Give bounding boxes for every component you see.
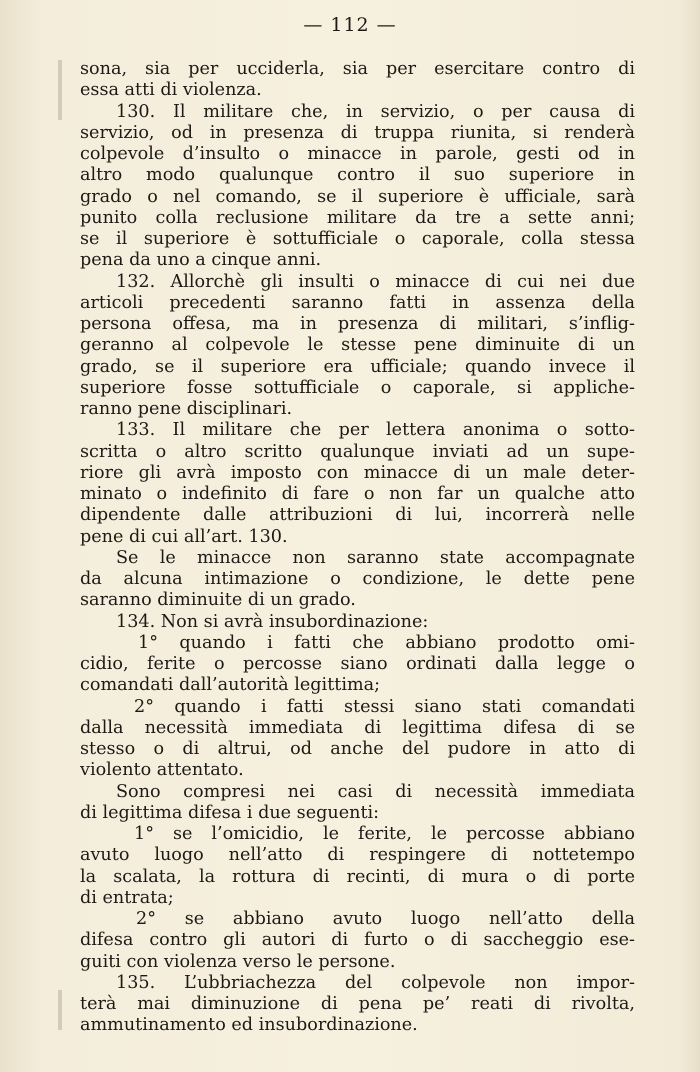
text-line: minato o indefinito di fare o non far un qualche atto bbox=[80, 484, 635, 504]
text-line: 2° se abbiano avuto luogo nell’atto della bbox=[136, 909, 635, 929]
text-line: servizio, od in presenza di truppa riunita, si renderà bbox=[80, 122, 635, 143]
text-line: di entrata; bbox=[80, 887, 174, 908]
text-line: 135. L’ubbriachezza del colpevole non impor- bbox=[116, 972, 635, 993]
text-line: di legittima difesa i due seguenti: bbox=[80, 802, 380, 823]
text-line: pena da uno a cinque anni. bbox=[80, 250, 322, 271]
text-line: Sono compresi nei casi di necessità immediata bbox=[116, 781, 635, 802]
text-line: altro modo qualunque contro il suo superiore in bbox=[80, 165, 635, 186]
text-line: colpevole d’insulto o minacce in parole, gesti od in bbox=[80, 144, 635, 164]
text-line: comandati dall’autorità legittima; bbox=[80, 675, 381, 696]
binding-shadow bbox=[58, 60, 62, 120]
text-line: violento attentato. bbox=[80, 760, 244, 781]
text-line: stesso o di altrui, od anche del pudore in atto di bbox=[80, 739, 635, 759]
text-line: terà mai diminuzione di pena pe’ reati di rivolta, bbox=[80, 994, 635, 1014]
text-line: 1° se l’omicidio, le ferite, le percosse abbiano bbox=[134, 824, 635, 844]
binding-shadow bbox=[58, 990, 62, 1030]
text-line: se il superiore è sottufficiale o caporale, colla stessa bbox=[80, 229, 635, 249]
text-line: cidio, ferite o percosse siano ordinati dalla legge o bbox=[80, 654, 635, 674]
text-line: persona offesa, ma in presenza di militari, s’inflig- bbox=[80, 314, 635, 334]
text-line: la scalata, la rottura di recinti, di mura o di porte bbox=[80, 866, 635, 887]
text-line: scritta o altro scritto qualunque inviati ad un supe- bbox=[80, 441, 635, 462]
text-line: saranno diminuite di un grado. bbox=[80, 590, 356, 611]
text-line: 133. Il militare che per lettera anonima o sotto- bbox=[116, 420, 635, 441]
text-line: pene di cui all’art. 130. bbox=[80, 526, 288, 547]
text-line: riore gli avrà imposto con minacce di un male deter- bbox=[80, 462, 635, 483]
text-line: difesa contro gli autori di furto o di saccheggio ese- bbox=[80, 930, 635, 951]
text-line: 2° quando i fatti stessi siano stati comandati bbox=[134, 696, 635, 717]
text-line: da alcuna intimazione o condizione, le dette pene bbox=[80, 569, 635, 589]
text-line: dalla necessità immediata di legittima difesa di se bbox=[80, 717, 635, 738]
text-line: 130. Il militare che, in servizio, o per causa di bbox=[116, 101, 635, 122]
text-line: guiti con violenza verso le persone. bbox=[80, 951, 396, 972]
text-line: ammutinamento ed insubordinazione. bbox=[80, 1015, 418, 1036]
text-line: articoli precedenti saranno fatti in assenza della bbox=[80, 292, 635, 313]
text-line: grado o nel comando, se il superiore è ufficiale, sarà bbox=[80, 186, 635, 207]
page-number: — 112 — bbox=[303, 14, 397, 36]
body-text bbox=[80, 59, 635, 1037]
text-line: 134. Non si avrà insubordinazione: bbox=[116, 611, 429, 632]
text-line: avuto luogo nell’atto di respingere di nottetempo bbox=[80, 845, 635, 866]
text-line: grado, se il superiore era ufficiale; quando invece il bbox=[80, 356, 635, 377]
text-line: 132. Allorchè gli insulti o minacce di cui nei due bbox=[116, 271, 635, 292]
text-line: Se le minacce non saranno state accompagnate bbox=[116, 547, 635, 568]
text-line: ranno pene disciplinari. bbox=[80, 399, 293, 419]
text-line: 1° quando i fatti che abbiano prodotto omi- bbox=[138, 632, 635, 653]
text-line: geranno al colpevole le stesse pene diminuite di un bbox=[80, 335, 635, 356]
text-line: essa atti di violenza. bbox=[80, 80, 262, 101]
text-line: superiore fosse sottufficiale o caporale, si appliche- bbox=[80, 377, 635, 398]
text-line: sona, sia per ucciderla, sia per esercitare contro di bbox=[80, 59, 635, 79]
text-line: punito colla reclusione militare da tre a sette anni; bbox=[80, 207, 635, 228]
text-line: dipendente dalle attribuzioni di lui, incorrerà nelle bbox=[80, 505, 635, 526]
